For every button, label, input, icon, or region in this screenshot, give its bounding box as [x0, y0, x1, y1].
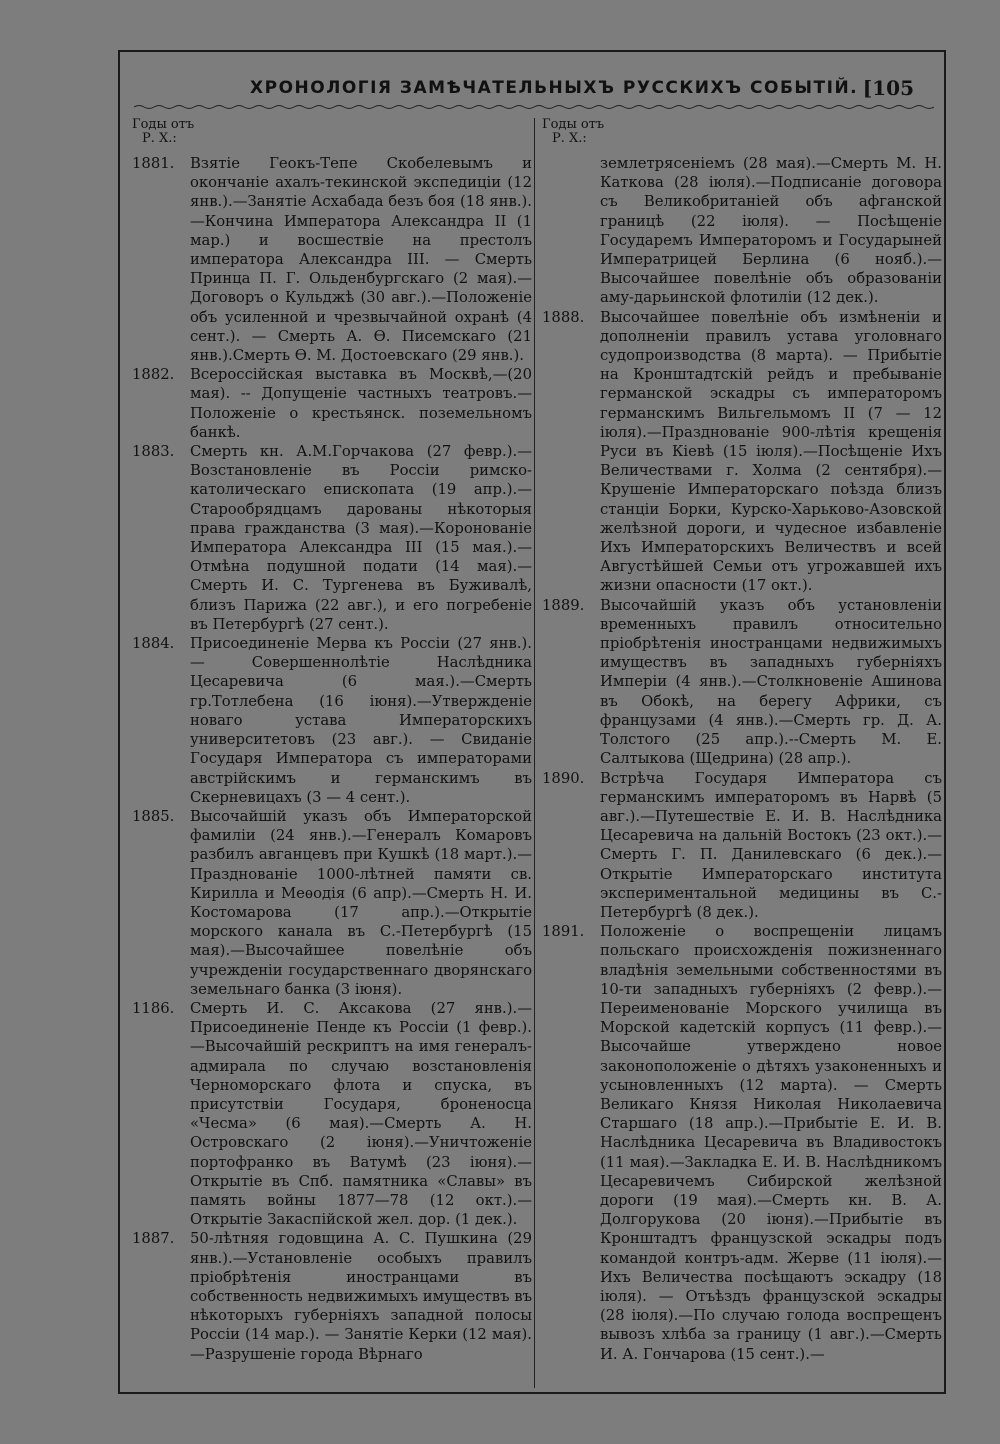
- left-column-heading: [132, 118, 532, 154]
- entry-year: 1881.: [132, 155, 175, 172]
- entry-year: 1888.: [542, 308, 585, 326]
- chronology-entry: [132, 1229, 532, 1363]
- entry-text: Присоединеніе Мерва къ Россіи (27 янв.). — Совершеннолѣтіе Наслѣдника Цесаревича (6 мая.).—Смерть гр.Тотлебена (16 іюня).—Утвержденіе новаго устава Императорскихъ университетовъ (23 авг.). — Свиданіе Государя Императора съ императорами австрійскимъ и германскимъ въ Скерневицахъ (3 — 4 сент.).: [190, 635, 532, 806]
- chronology-entry: [132, 442, 532, 634]
- entry-year: 1889.: [542, 596, 585, 614]
- entry-year: 1887.: [132, 1230, 175, 1248]
- entry-text: Взятіе Геокъ-Тепе Скобелевымъ и окончаніе ахалъ-текинской экспедиціи (12 янв.).—Занятіе Асхабада безъ боя (18 янв.).—Кончина Императора Александра II (1 мар.) и восшествіе на престолъ императора Александра III. — Смерть Принца П. Г. Ольденбургскаго (2 мая).—Договоръ о Кульджѣ (30 авг.).—Положеніе объ усиленной и чрезвычайной охранѣ (4 сент.). — Смерть А. Ѳ. Писемскаго (21 янв.).Смерть Ѳ. М. Достоевскаго (29 янв.).: [190, 155, 532, 365]
- entry-year: 1891.: [542, 923, 585, 941]
- left-column: [132, 118, 532, 1364]
- continued-entry-text: землетрясеніемъ (28 мая).—Смерть М. Н. Каткова (28 іюля).—Подписаніе договора съ Великобританіей объ афганской границѣ (22 іюля). — Посѣщеніе Государемъ Императоромъ и Государыней Императрицей Берлина (6 нояб.).—Высочайшее повелѣніе объ образованіи аму-дарьинской флотиліи (12 дек.).: [600, 155, 942, 307]
- heading-line-2: Р. Х.:: [552, 131, 587, 146]
- page-number: [105: [862, 76, 914, 100]
- chronology-entry: [132, 634, 532, 807]
- running-header: [120, 72, 944, 108]
- entry-year: 1883.: [132, 443, 175, 461]
- entry-text: Высочайшее повелѣніе объ измѣненіи и дополненіи правилъ устава уголовнаго судопроизводства (8 марта). — Прибытіе на Кронштадтскій рейдъ и пребываніе германской эскадры съ императоромъ германскимъ Вильгельмомъ II (7 — 12 іюля).—Празднованіе 900-лѣтія крещенія Руси въ Кіевѣ (15 іюля).—Посѣщеніе Ихъ Величествами г. Холма (2 сентября).—Крушеніе Императорскаго поѣзда близъ станціи Борки, Курско-Харьково-Азовской желѣзной дороги, и чудесное избавленіе Ихъ Императорскихъ Величествъ и всей Августѣйшей Семьи отъ угрожавшей ихъ жизни опасности (17 окт.).: [600, 308, 942, 595]
- chronology-entry: [132, 154, 532, 365]
- entry-text: Высочайшій указъ объ установленіи временныхъ правилъ относительно пріобрѣтенія иностранцами недвижимыхъ имуществъ въ западныхъ губерніяхъ Имперіи (4 янв.).—Столкновеніе Ашинова въ Обокѣ, на берегу Африки, съ французами (4 янв.).—Смерть гр. Д. А. Толстого (25 апр.).--Смерть М. Е. Салтыкова (Щедрина) (28 апр.).: [600, 596, 942, 768]
- entry-year: 1186.: [132, 999, 175, 1017]
- entry-text: Встрѣча Государя Императора съ германскимъ императоромъ въ Нарвѣ (5 авг.).—Путешествіе Е. И. В. Наслѣдника Цесаревича на дальній Востокъ (23 окт.).— Смерть Г. П. Данилевскаго (6 дек.).—Открытіе Императорскаго института экспериментальной медицины въ С.-Петербургѣ (8 дек.).: [600, 769, 942, 921]
- column-divider: [534, 118, 535, 1388]
- entry-year: 1890.: [542, 769, 585, 787]
- entry-text: Смерть кн. А.М.Горчакова (27 февр.).—Возстановленіе въ Россіи римско-католическаго епископата (19 апр.).—Старообрядцамъ дарованы нѣкоторыя права гражданства (3 мая).—Коронованіе Императора Александра III (15 мая.).—Отмѣна подушной подати (14 мая).—Смерть И. С. Тургенева въ Буживалѣ, близъ Парижа (22 авг.), и его погребеніе въ Петербургѣ (27 сент.).: [190, 443, 532, 633]
- ornamental-wavy-rule: [134, 104, 934, 110]
- chronology-entry: [132, 999, 532, 1229]
- entry-text: Всероссійская выставка въ Москвѣ,—(20 мая). -- Допущеніе частныхъ театровъ.—Положеніе о крестьянск. поземельномъ банкѣ.: [190, 366, 532, 441]
- heading-line-2: Р. Х.:: [142, 131, 177, 146]
- right-column: [542, 118, 942, 1364]
- chronology-entry: [542, 769, 942, 923]
- heading-line-1: Годы отъ: [132, 117, 195, 132]
- entry-text: Смерть И. С. Аксакова (27 янв.).—Присоединеніе Пенде къ Россіи (1 февр.).—Высочайшій рескриптъ на имя генералъ-адмирала по случаю возстановленія Черноморскаго флота и спуска, въ присутствіи Государя, броненосца «Чесма» (6 мая).—Смерть А. Н. Островскаго (2 іюня).—Уничтоженіе портофранко въ Ватумѣ (23 іюня).—Открытіе въ Спб. памятника «Славы» въ память войны 1877—78 (12 окт.).—Открытіе Закаспійской жел. дор. (1 дек.).: [190, 999, 532, 1229]
- book-page: [118, 50, 946, 1394]
- page-title: ХРОНОЛОГІЯ ЗАМѢЧАТЕЛЬНЫХЪ РУССКИХЪ СОБЫТІЙ.: [250, 78, 859, 98]
- chronology-entry: [542, 308, 942, 596]
- entry-text: Положеніе о воспрещеніи лицамъ польскаго происхожденія пожизненнаго владѣнія земельными собственностями въ 10-ти западныхъ губерніяхъ (2 февр.).—Переименованіе Морского училища въ Морской кадетскій корпусъ (11 февр.).—Высочайше утверждено новое законоположеніе о дѣтяхъ узаконенныхъ и усыновленныхъ (12 марта). — Смерть Великаго Князя Николая Николаевича Старшаго (18 апр.).—Прибытіе Е. И. В. Наслѣдника Цесаревича въ Владивостокъ (11 мая).—Закладка Е. И. В. Наслѣдникомъ Цесаревичемъ Сибирской желѣзной дороги (19 мая).—Смерть кн. В. А. Долгорукова (20 іюня).—Прибытіе въ Кронштадтъ французской эскадры подъ командой контръ-адм. Жерве (11 іюля).—Ихъ Величества посѣщаютъ эскадру (18 іюля). — Отъѣздъ французской эскадры (28 іюля).—По случаю голода воспрещенъ вывозъ хлѣба за границу (1 авг.).—Смерть И. А. Гончарова (15 сент.).—: [600, 923, 942, 1363]
- chronology-entry: [132, 807, 532, 999]
- heading-line-1: Годы отъ: [542, 117, 605, 132]
- chronology-entry: [132, 365, 532, 442]
- entry-year: 1884.: [132, 635, 175, 653]
- entry-text: 50-лѣтняя годовщина А. С. Пушкина (29 янв.).—Установленіе особыхъ правилъ пріобрѣтенія иностранцами въ собственность недвижимыхъ имуществъ въ нѣкоторыхъ губерніяхъ западной полосы Россіи (14 мар.). — Занятіе Керки (12 мая).—Разрушеніе города Вѣрнаго: [190, 1230, 532, 1363]
- entry-year: 1882.: [132, 366, 175, 384]
- entry-text: Высочайшій указъ объ Императорской фамиліи (24 янв.).—Генералъ Комаровъ разбилъ авганцевъ при Кушкѣ (18 март.).—Празднованіе 1000-лѣтней памяти св. Кирилла и Меѳодія (6 апр).—Смерть Н. И. Костомарова (17 апр.).—Открытіе морского канала въ С.-Петербургѣ (15 мая).—Высочайшее повелѣніе объ учрежденіи государственнаго дворянскаго земельнаго банка (3 іюня).: [190, 807, 532, 998]
- chronology-entry: [542, 596, 942, 769]
- right-column-heading: [542, 118, 942, 154]
- chronology-entry: [542, 922, 942, 1364]
- entry-year: 1885.: [132, 807, 175, 825]
